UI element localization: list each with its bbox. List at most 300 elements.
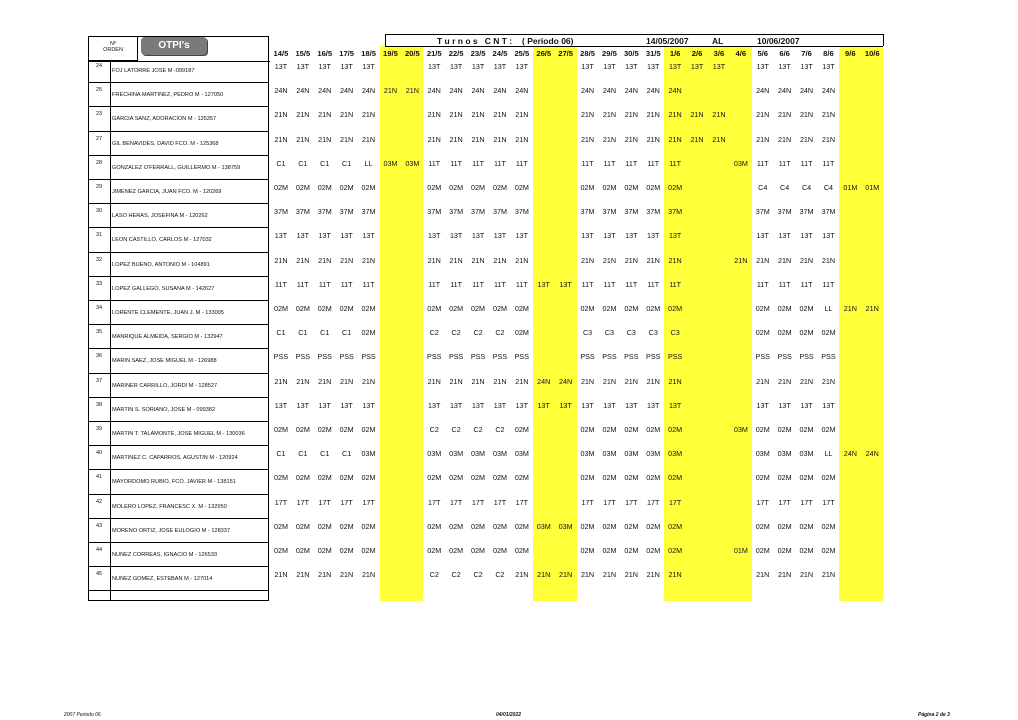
- shift-cell: 17T: [822, 497, 835, 507]
- shift-cell: C3: [582, 328, 593, 338]
- shift-cell: 02M: [602, 304, 617, 313]
- shift-cell: C3: [626, 328, 636, 338]
- shift-cell: 11T: [581, 279, 594, 289]
- shift-cell: 24N: [865, 449, 879, 459]
- shift-cell: 13T: [800, 231, 813, 241]
- shift-cell: C1: [298, 328, 308, 338]
- shift-cell: 02M: [492, 183, 507, 192]
- day-header: 31/5: [645, 49, 661, 58]
- order-label-line2: ORDEN: [103, 47, 123, 53]
- shift-cell: 02M: [799, 425, 814, 434]
- row-divider: [88, 348, 268, 349]
- row-order-number: 29: [95, 184, 103, 190]
- row-employee-name: MARINER CARRILLO, JORDI M - 128527: [112, 382, 218, 389]
- day-header: 4/6: [735, 49, 747, 58]
- shift-cell: 02M: [668, 425, 683, 434]
- shift-cell: 02M: [755, 328, 770, 338]
- shift-cell: 02M: [821, 546, 836, 555]
- shift-cell: 02M: [427, 546, 442, 555]
- weekend-highlight-column: [664, 46, 686, 601]
- shift-cell: 02M: [580, 183, 595, 192]
- shift-cell: 02M: [317, 183, 332, 192]
- shift-cell: PSS: [339, 352, 354, 362]
- day-header: 7/6: [801, 49, 812, 58]
- shift-cell: 21N: [383, 86, 398, 96]
- shift-cell: 17T: [274, 497, 288, 507]
- weekend-highlight-column: [555, 46, 577, 601]
- row-divider: [88, 227, 268, 228]
- shift-cell: 02M: [295, 521, 310, 531]
- shift-cell: 02M: [580, 304, 595, 313]
- shift-cell: 11T: [625, 279, 638, 289]
- shift-cell: 13T: [471, 62, 485, 71]
- shift-cell: 11T: [515, 158, 528, 168]
- shift-cell: 21N: [843, 304, 857, 313]
- footer-center: 04/01/2022: [496, 712, 522, 718]
- shift-cell: C2: [495, 425, 505, 434]
- shift-cell: 21N: [756, 570, 770, 580]
- shift-cell: 13T: [362, 231, 375, 241]
- shift-cell: 37M: [295, 207, 310, 217]
- shift-cell: 21N: [493, 376, 507, 386]
- shift-cell: 02M: [295, 546, 310, 555]
- shift-cell: C2: [451, 570, 461, 580]
- row-divider: [88, 155, 268, 156]
- shift-cell: 11T: [472, 158, 484, 168]
- shift-cell: 21N: [559, 570, 573, 580]
- shift-cell: 13T: [647, 231, 660, 241]
- shift-cell: 17T: [318, 497, 331, 507]
- shift-cell: 21N: [493, 255, 507, 265]
- row-divider: [88, 590, 268, 591]
- title-border-bottom: [385, 46, 883, 47]
- shift-cell: 02M: [602, 473, 617, 483]
- shift-cell: 13T: [471, 231, 485, 241]
- shift-cell: 24N: [821, 86, 836, 96]
- shift-cell: 03M: [449, 449, 464, 459]
- shift-cell: PSS: [646, 352, 661, 362]
- shift-cell: 21N: [602, 110, 617, 120]
- shift-cell: 02M: [777, 304, 792, 313]
- footer-right: Página 2 de 3: [918, 712, 950, 718]
- shift-cell: 17T: [756, 497, 769, 507]
- shift-cell: 24N: [296, 86, 310, 96]
- shift-cell: 02M: [361, 304, 376, 313]
- shift-cell: 21N: [756, 255, 770, 265]
- row-employee-name: MORENO ORTIZ, JOSE EULOGIO M - 128337: [112, 527, 231, 534]
- shift-cell: 02M: [273, 546, 288, 555]
- shift-cell: 03M: [646, 449, 661, 459]
- shift-cell: 21N: [821, 570, 836, 580]
- shift-cell: 02M: [755, 304, 770, 313]
- shift-cell: 02M: [668, 304, 683, 313]
- shift-cell: 21N: [361, 110, 376, 120]
- shift-cell: 17T: [581, 497, 594, 507]
- shift-cell: 13T: [603, 231, 616, 241]
- shift-cell: 11T: [494, 279, 506, 289]
- row-order-number: 36: [95, 353, 103, 360]
- shift-cell: 13T: [340, 400, 353, 410]
- row-order-number: 41: [95, 474, 103, 481]
- row-employee-name: MOLERO LOPEZ, FRANCESC X. M - 132950: [112, 503, 227, 510]
- shift-cell: 21N: [471, 134, 485, 144]
- shift-cell: 03M: [777, 449, 792, 459]
- row-order-number: 39: [95, 426, 103, 432]
- row-divider: [88, 131, 268, 132]
- shift-cell: 02M: [339, 425, 354, 434]
- row-employee-name: MARTIN T. TALAMONTE, JOSE MIGUEL M - 130036: [112, 431, 245, 437]
- shift-cell: 02M: [339, 521, 354, 531]
- day-header: 5/6: [757, 49, 769, 58]
- shift-cell: 02M: [317, 546, 332, 555]
- shift-cell: 21N: [274, 255, 288, 265]
- row-employee-name: JIMENEZ GARCIA, JUAN FCO. M - 120269: [112, 189, 222, 195]
- shift-cell: 13T: [296, 231, 310, 241]
- shift-cell: C1: [342, 158, 352, 168]
- day-header: 21/5: [426, 49, 442, 58]
- title-border-left: [385, 34, 386, 46]
- row-order-number: 30: [95, 208, 103, 215]
- shift-cell: 37M: [514, 207, 529, 217]
- shift-cell: 02M: [668, 183, 683, 192]
- shift-cell: 21N: [340, 110, 354, 120]
- shift-cell: 02M: [777, 328, 792, 338]
- shift-cell: LL: [824, 304, 833, 313]
- shift-cell: 13T: [559, 279, 572, 289]
- shift-cell: 37M: [580, 207, 595, 217]
- shift-cell: C4: [801, 183, 812, 192]
- shift-cell: 02M: [602, 521, 617, 531]
- day-header: 1/6: [669, 49, 681, 58]
- shift-cell: 02M: [427, 521, 442, 531]
- shift-cell: PSS: [273, 352, 289, 362]
- row-employee-name: GARCIA SANZ, ADORACION M - 125357: [112, 116, 217, 123]
- shift-cell: 17T: [778, 497, 791, 507]
- shift-cell: 24N: [624, 86, 638, 96]
- shift-cell: 37M: [821, 207, 836, 217]
- shift-cell: PSS: [799, 352, 814, 362]
- shift-cell: 24N: [274, 86, 288, 96]
- shift-cell: 24N: [449, 86, 463, 96]
- shift-cell: 02M: [646, 521, 661, 531]
- shift-cell: 11T: [647, 279, 660, 289]
- day-header: 10/6: [864, 49, 880, 58]
- shift-cell: 02M: [427, 473, 442, 483]
- shift-cell: 17T: [800, 497, 813, 507]
- shift-cell: 02M: [624, 546, 639, 555]
- footer-left: 2007 Periodo 06: [64, 712, 101, 718]
- weekend-highlight-column: [401, 46, 423, 601]
- shift-cell: 02M: [295, 183, 310, 192]
- shift-cell: C4: [823, 183, 834, 192]
- shift-cell: 02M: [624, 183, 639, 192]
- left-header-bottom: [88, 61, 270, 62]
- row-employee-name: NUÑEZ CORREAS, IGNACIO M - 126533: [112, 552, 218, 558]
- shift-cell: 21N: [624, 255, 638, 265]
- shift-cell: 21N: [646, 134, 660, 144]
- shift-cell: 03M: [361, 449, 376, 459]
- title-periodo: ( Periodo 06): [522, 36, 574, 46]
- shift-cell: 21N: [515, 570, 529, 580]
- shift-cell: 21N: [340, 134, 354, 144]
- shift-cell: 21N: [646, 110, 660, 120]
- shift-cell: 02M: [624, 521, 639, 531]
- row-order-number: 33: [95, 280, 103, 287]
- shift-cell: 03M: [755, 449, 770, 459]
- shift-cell: 24N: [318, 86, 332, 96]
- shift-cell: 13T: [603, 400, 616, 410]
- shift-cell: 02M: [646, 183, 661, 192]
- shift-cell: 21N: [318, 134, 332, 144]
- shift-cell: 13T: [625, 231, 638, 241]
- shift-cell: 21N: [361, 570, 376, 580]
- shift-cell: 37M: [361, 207, 376, 217]
- shift-cell: 21N: [296, 110, 310, 120]
- shift-cell: 21N: [668, 134, 682, 144]
- shift-cell: 21N: [668, 110, 682, 120]
- shift-cell: 37M: [492, 207, 507, 217]
- shift-cell: 21N: [712, 134, 726, 144]
- day-header: 24/5: [492, 49, 508, 58]
- shift-cell: C4: [758, 183, 768, 192]
- day-header: 23/5: [470, 49, 486, 58]
- shift-cell: 13T: [449, 400, 463, 410]
- shift-cell: 21N: [471, 110, 485, 120]
- shift-cell: 21N: [624, 570, 638, 580]
- shift-cell: 02M: [821, 473, 836, 483]
- shift-cell: 21N: [602, 570, 617, 580]
- shift-cell: 02M: [821, 425, 836, 434]
- shift-cell: 02M: [514, 304, 529, 313]
- shift-cell: 24N: [427, 86, 441, 96]
- title-border-right: [883, 34, 884, 46]
- row-divider: [88, 445, 268, 446]
- shift-cell: 02M: [339, 546, 354, 555]
- shift-cell: 21N: [799, 376, 814, 386]
- shift-cell: 21N: [668, 570, 682, 580]
- row-divider: [88, 373, 268, 374]
- shift-cell: 02M: [361, 546, 376, 555]
- shift-cell: 02M: [668, 546, 683, 555]
- shift-cell: C2: [451, 425, 461, 434]
- shift-cell: PSS: [295, 352, 311, 362]
- shift-cell: 24N: [471, 86, 485, 96]
- shift-cell: 24N: [559, 376, 573, 386]
- row-order-number: 44: [95, 547, 103, 553]
- shift-cell: 02M: [580, 425, 595, 434]
- shift-cell: 17T: [493, 497, 507, 507]
- shift-cell: 13T: [428, 231, 441, 241]
- shift-cell: 13T: [603, 62, 616, 71]
- shift-cell: 11T: [450, 279, 463, 289]
- shift-cell: 17T: [340, 497, 353, 507]
- shift-cell: 02M: [361, 183, 376, 192]
- shift-cell: 03M: [405, 158, 420, 168]
- shift-cell: 13T: [822, 62, 835, 71]
- shift-cell: 17T: [449, 497, 463, 507]
- shift-cell: 02M: [273, 304, 288, 313]
- shift-cell: 21N: [778, 570, 792, 580]
- day-header: 22/5: [448, 49, 464, 58]
- shift-cell: 21N: [515, 110, 529, 120]
- shift-cell: 21N: [296, 570, 310, 580]
- order-col-divider: [110, 61, 111, 601]
- day-header: 30/5: [623, 49, 639, 58]
- shift-cell: 21N: [799, 134, 814, 144]
- shift-cell: 02M: [471, 473, 486, 483]
- shift-cell: 13T: [296, 62, 310, 71]
- shift-cell: 02M: [646, 304, 661, 313]
- row-divider: [88, 82, 268, 83]
- shift-cell: 13T: [668, 231, 682, 241]
- shift-cell: 21N: [449, 376, 463, 386]
- shift-cell: C1: [342, 449, 352, 459]
- row-order-number: 31: [95, 232, 103, 239]
- weekend-highlight-column: [730, 46, 752, 601]
- shift-cell: 02M: [646, 546, 661, 555]
- shift-cell: 13T: [318, 62, 331, 71]
- left-border: [88, 36, 89, 601]
- shift-cell: C3: [648, 328, 658, 338]
- shift-cell: 11T: [340, 279, 353, 289]
- shift-cell: 21N: [493, 134, 507, 144]
- shift-cell: PSS: [448, 352, 464, 362]
- row-employee-name: MAYORDOMO RUBIO, FCO. JAVIER M - 138151: [112, 479, 236, 486]
- shift-cell: PSS: [361, 352, 376, 362]
- day-header: 8/6: [823, 49, 834, 58]
- shift-cell: 13T: [362, 400, 375, 410]
- shift-cell: C1: [276, 449, 286, 459]
- shift-cell: 02M: [492, 473, 507, 483]
- shift-cell: 21N: [274, 110, 288, 120]
- row-order-number: 28: [95, 159, 103, 166]
- shift-cell: 37M: [624, 207, 639, 217]
- shift-cell: 24N: [537, 376, 551, 386]
- shift-cell: PSS: [821, 352, 836, 362]
- shift-cell: 02M: [580, 546, 595, 555]
- shift-cell: 02M: [471, 183, 486, 192]
- shift-cell: 02M: [799, 546, 814, 555]
- shift-cell: 21N: [778, 255, 792, 265]
- shift-cell: 13T: [515, 62, 529, 71]
- shift-cell: C2: [473, 570, 483, 580]
- row-divider: [88, 106, 268, 107]
- shift-cell: 02M: [471, 521, 486, 531]
- shift-cell: 02M: [624, 425, 639, 434]
- shift-cell: C2: [495, 570, 505, 580]
- shift-cell: 21N: [427, 110, 441, 120]
- shift-cell: 02M: [361, 521, 376, 531]
- shift-cell: 13T: [778, 62, 791, 71]
- shift-cell: 21N: [821, 110, 836, 120]
- shift-cell: 02M: [755, 546, 770, 555]
- otpi-button[interactable]: OTPI's: [141, 37, 207, 55]
- shift-cell: 21N: [318, 110, 332, 120]
- shift-cell: C1: [276, 158, 286, 168]
- shift-cell: 37M: [777, 207, 792, 217]
- shift-cell: 13T: [800, 400, 813, 410]
- weekend-highlight-column: [708, 46, 730, 601]
- shift-cell: 21N: [668, 376, 682, 386]
- shift-cell: 11T: [603, 158, 616, 168]
- row-order-number: 34: [95, 305, 103, 311]
- weekend-highlight-column: [861, 46, 883, 601]
- shift-cell: 21N: [427, 255, 441, 265]
- shift-cell: PSS: [755, 352, 770, 362]
- shift-cell: 13T: [515, 231, 529, 241]
- shift-cell: 21N: [580, 570, 595, 580]
- shift-cell: 13T: [274, 62, 288, 71]
- row-order-number: 27: [95, 135, 103, 142]
- shift-cell: 13T: [668, 62, 682, 71]
- shift-cell: 24N: [756, 86, 770, 96]
- shift-cell: 24N: [843, 449, 857, 459]
- shift-cell: 02M: [799, 521, 814, 531]
- shift-cell: LL: [824, 449, 833, 459]
- shift-cell: 21N: [296, 134, 310, 144]
- shift-cell: 02M: [799, 328, 814, 338]
- shift-cell: 02M: [273, 425, 288, 434]
- shift-cell: 03M: [733, 158, 748, 168]
- row-order-number: 32: [95, 256, 103, 263]
- shift-cell: 21N: [296, 255, 310, 265]
- shift-cell: 02M: [449, 473, 464, 483]
- shift-cell: 24N: [602, 86, 617, 96]
- shift-cell: 21N: [361, 376, 376, 386]
- shift-cell: C1: [320, 449, 330, 459]
- shift-cell: 02M: [317, 425, 332, 434]
- shift-cell: 24N: [668, 86, 682, 96]
- shift-cell: 37M: [471, 207, 486, 217]
- shift-cell: 02M: [273, 183, 288, 192]
- shift-cell: 13T: [647, 400, 660, 410]
- shift-cell: 21N: [602, 134, 617, 144]
- shift-cell: 13T: [493, 231, 507, 241]
- shift-cell: 11T: [669, 158, 682, 168]
- shift-cell: C2: [429, 328, 439, 338]
- shift-cell: 03M: [799, 449, 814, 459]
- shift-cell: 11T: [472, 279, 484, 289]
- shift-cell: 24N: [493, 86, 507, 96]
- shift-cell: 37M: [427, 207, 442, 217]
- shift-cell: 02M: [821, 521, 836, 531]
- shift-cell: 13T: [756, 400, 769, 410]
- row-divider: [88, 179, 268, 180]
- shift-cell: 13T: [625, 62, 638, 71]
- shift-cell: 02M: [799, 473, 814, 483]
- shift-cell: 21N: [296, 376, 310, 386]
- shift-cell: C2: [429, 425, 439, 434]
- shift-cell: 21N: [340, 255, 354, 265]
- weekend-highlight-column: [686, 46, 708, 601]
- shift-cell: 02M: [361, 328, 376, 338]
- shift-cell: 02M: [799, 304, 814, 313]
- day-header: 20/5: [404, 49, 420, 58]
- shift-cell: 02M: [755, 521, 770, 531]
- shift-cell: 02M: [755, 473, 770, 483]
- row-employee-name: MARTIN S. SORIANO, JOSÉ M - 099382: [112, 406, 216, 413]
- day-header: 28/5: [580, 49, 595, 58]
- shift-cell: PSS: [470, 352, 486, 362]
- shift-cell: 02M: [361, 425, 376, 434]
- shift-cell: 03M: [492, 449, 507, 459]
- shift-cell: 21N: [515, 376, 529, 386]
- shift-cell: 37M: [273, 207, 288, 217]
- shift-cell: 21N: [865, 304, 879, 313]
- shift-cell: 24N: [778, 86, 792, 96]
- shift-cell: 21N: [821, 376, 836, 386]
- shift-cell: 21N: [471, 376, 485, 386]
